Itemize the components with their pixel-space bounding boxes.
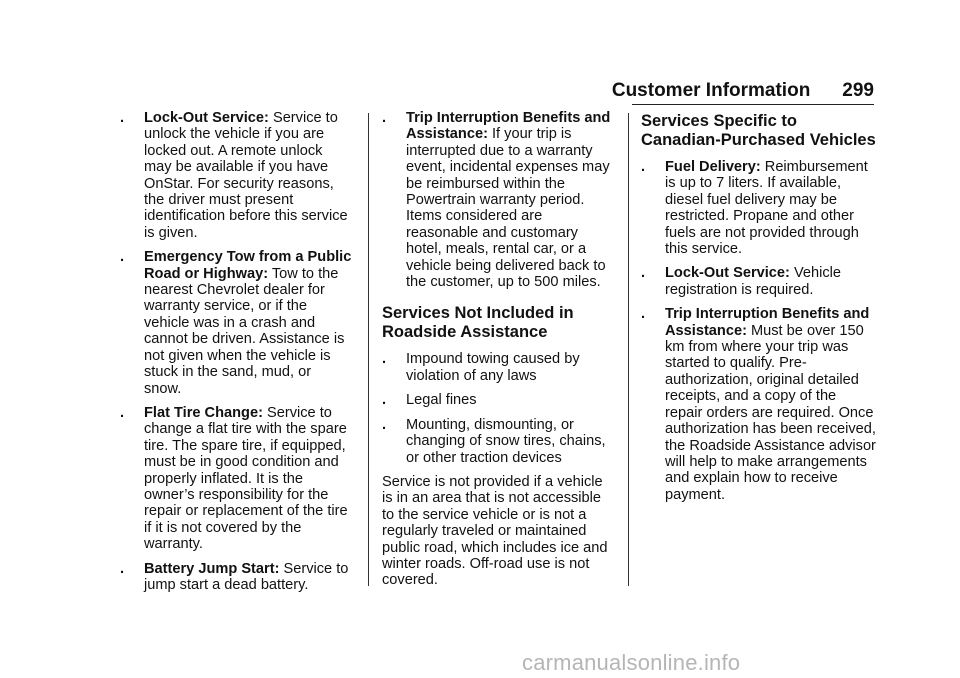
bullet: .	[382, 351, 387, 368]
item-text: Tow to the nearest Chevrolet dealer for warranty service, or if the vehicle was in a crash and cannot be driven. Assistance is not given when the vehicle is stuck in the sand, mud, or snow.	[144, 265, 345, 397]
item-text: Service to change a flat tire with the spare tire. The spare tire, if equipped, must be in good condition and properly inflated. It is the owner’s responsibility for the repair or replacement of the tire if it is not covered by the warranty.	[144, 404, 348, 553]
section-heading: Services Specific to Canadian-Purchased Vehicles	[641, 112, 876, 149]
list-item	[120, 249, 352, 397]
column-divider	[628, 113, 629, 586]
column-1	[120, 110, 352, 601]
item-term: Trip Interruption Benefits and Assistance:	[665, 306, 870, 339]
item-term: Battery Jump Start:	[144, 560, 280, 577]
column-3	[641, 110, 877, 511]
item-text: Legal fines	[406, 392, 477, 409]
bullet: .	[382, 392, 387, 409]
item-term: Fuel Delivery:	[665, 159, 761, 175]
bullet: .	[120, 560, 125, 577]
list-item	[382, 110, 616, 290]
item-term: Flat Tire Change:	[144, 404, 263, 421]
item-term: Lock-Out Service:	[144, 110, 269, 126]
item-text: Service to unlock the vehicle if you are locked out. A remote unlock may be available if you have OnStar. For security reasons, the driver must present identification before this service is given.	[144, 110, 348, 241]
bullet: .	[641, 265, 646, 282]
item-text: If your trip is interrupted due to a warranty event, incidental expenses may be reimbursed within the Powertrain warranty period. Items considered are reasonable and customary hotel, meals, rental car, or a vehicle being delivered back to the customer, up to 500 miles.	[406, 126, 610, 291]
list-item	[120, 110, 352, 241]
bullet: .	[641, 306, 646, 323]
item-text: Reimbursement is up to 7 liters. If available, diesel fuel delivery may be restricted. Propane and other fuels are not provided through this service.	[665, 159, 868, 258]
body-paragraph: Service is not provided if a vehicle is in an area that is not accessible to the service vehicle or is not a regularly traveled or maintained public road, which includes ice and winter roads. Off-road use is not covered.	[382, 473, 608, 589]
watermark: carmanualsonline.info	[522, 650, 741, 675]
section-title: Customer Information	[611, 80, 811, 101]
list-item	[641, 265, 877, 298]
page-number: 299	[842, 80, 874, 101]
header-divider	[632, 104, 874, 105]
list-item	[641, 159, 877, 257]
column-2	[382, 110, 616, 597]
bullet: .	[382, 110, 387, 126]
column-divider	[368, 113, 369, 586]
item-term: Lock-Out Service:	[665, 265, 790, 282]
list-item	[382, 351, 616, 384]
section-heading: Services Not Included in Roadside Assistance	[382, 304, 574, 341]
page-header	[612, 80, 874, 102]
item-term: Emergency Tow from a Public Road or Highway:	[144, 249, 352, 282]
bullet: .	[120, 110, 125, 126]
item-text: Mounting, dismounting, or changing of snow tires, chains, or other traction devices	[406, 416, 606, 466]
list-item	[382, 392, 616, 408]
list-item	[120, 561, 352, 594]
bullet: .	[641, 159, 646, 175]
item-text: Impound towing caused by violation of any laws	[406, 351, 580, 384]
item-text: Must be over 150 km from where your trip was started to qualify. Pre-authorization, original detailed receipts, and a copy of the repair orders are required. Once authorization has been received, the Roadside Assistance advisor will help to make arrangements and explain how to receive payment.	[665, 322, 876, 503]
item-text: Service to jump start a dead battery.	[144, 560, 349, 593]
item-term: Trip Interruption Benefits and Assistance:	[406, 110, 611, 143]
list-item	[120, 405, 352, 553]
list-item	[641, 306, 877, 503]
bullet: .	[120, 249, 125, 266]
item-text: Vehicle registration is required.	[665, 265, 842, 298]
bullet: .	[120, 404, 125, 421]
bullet: .	[382, 416, 387, 433]
list-item	[382, 417, 616, 466]
